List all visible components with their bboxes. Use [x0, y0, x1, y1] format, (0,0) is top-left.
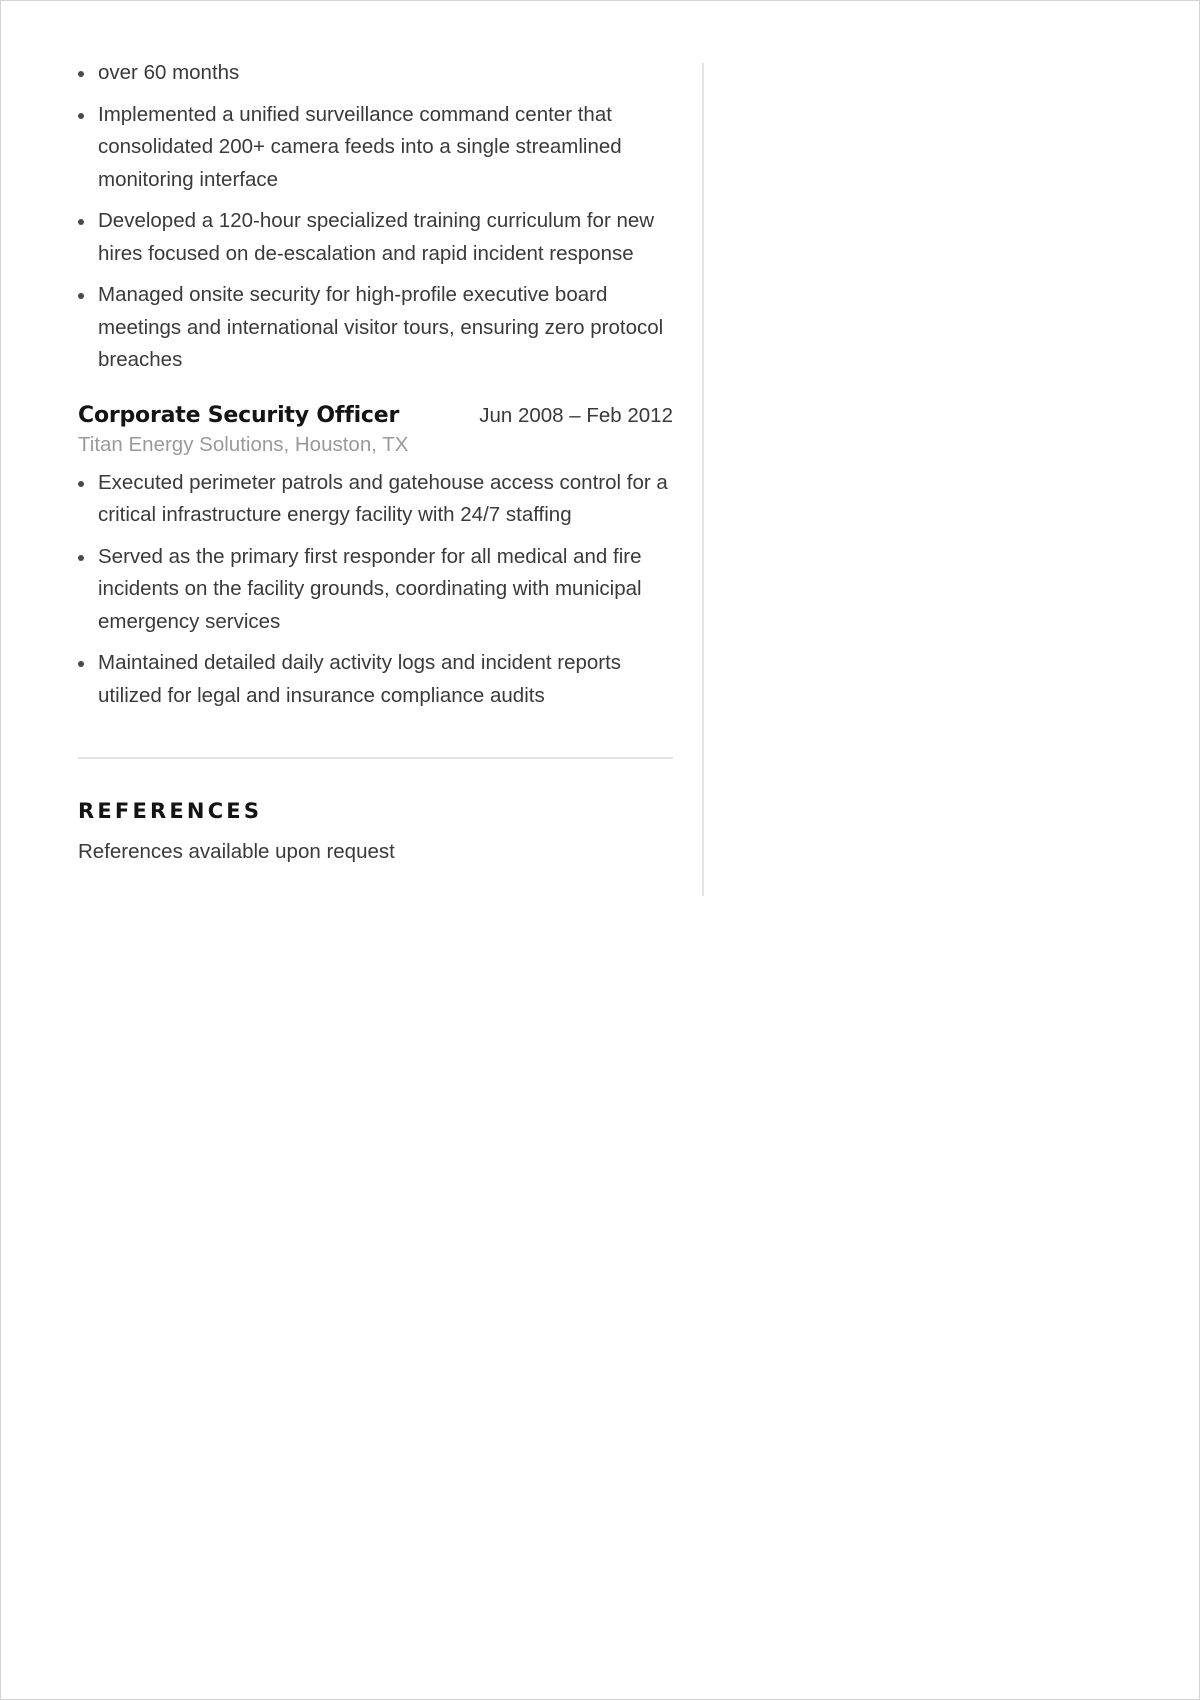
job-dates: Jun 2008 – Feb 2012 — [479, 403, 673, 427]
section-divider — [78, 757, 673, 759]
job-header — [78, 403, 673, 428]
bullet-item: Served as the primary first responder for all medical and fire incidents on the facility grounds, coordinating with municipal emergency services — [78, 541, 673, 639]
bullet-item: Developed a 120-hour specialized training curriculum for new hires focused on de-escalation and rapid incident response — [78, 205, 673, 270]
previous-job-bullets — [78, 57, 673, 377]
references-text: References available upon request — [78, 840, 395, 863]
bullet-item: Managed onsite security for high-profile executive board meetings and international visitor tours, ensuring zero protocol breaches — [78, 279, 673, 377]
main-column — [78, 57, 673, 864]
bullet-item: Implemented a unified surveillance command center that consolidated 200+ camera feeds into a single streamlined monitoring interface — [78, 99, 673, 197]
bullet-item: Maintained detailed daily activity logs and incident reports utilized for legal and insurance compliance audits — [78, 647, 673, 712]
job-bullets — [78, 467, 673, 713]
column-divider — [702, 63, 704, 896]
job-company: Titan Energy Solutions, Houston, TX — [78, 432, 409, 456]
job-title: Corporate Security Officer — [78, 402, 400, 428]
references-heading: REFERENCES — [78, 799, 263, 823]
bullet-item: over 60 months — [78, 57, 673, 90]
bullet-item: Executed perimeter patrols and gatehouse access control for a critical infrastructure energy facility with 24/7 staffing — [78, 467, 673, 532]
